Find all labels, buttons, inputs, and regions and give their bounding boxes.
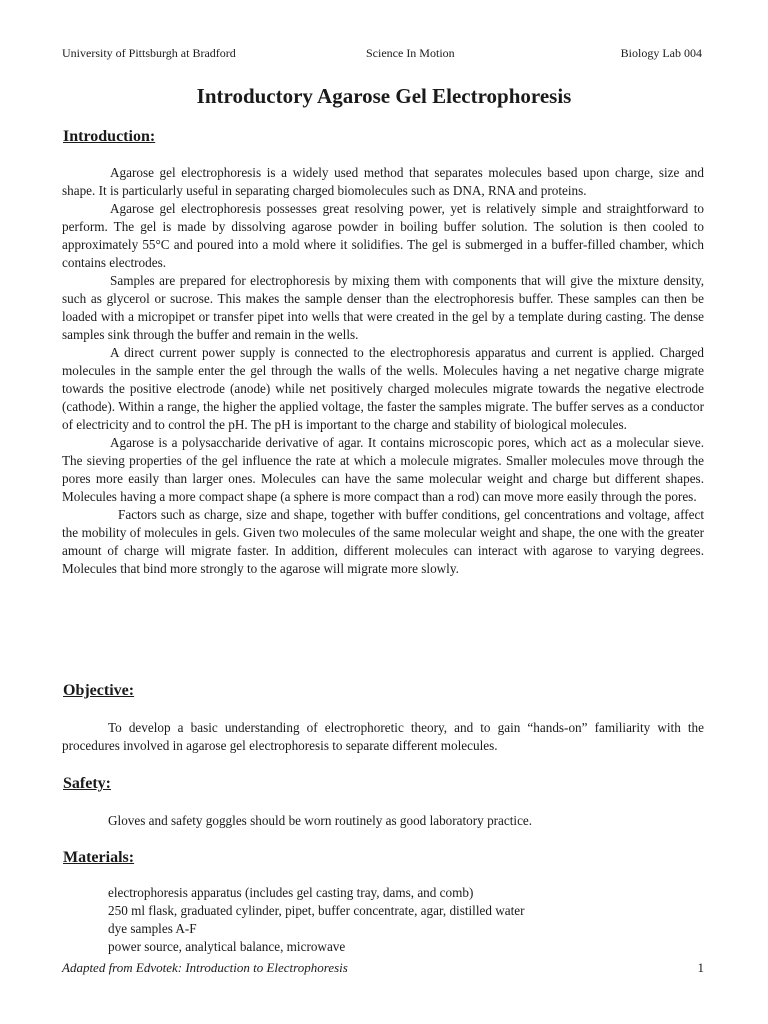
objective-text: To develop a basic understanding of electrophoretic theory, and to gain “hands-on” familiarity with the procedures involved in agarose gel electrophoresis to separate different molecules. <box>62 720 704 753</box>
introduction-paragraph: Factors such as charge, size and shape, together with buffer conditions, gel concentrations and voltage, affect the mobility of molecules in gels. Given two molecules of the same molecular weight and shape, the one with the greater amount of charge will migrate faster. In addition, different molecules can interact with agarose to varying degrees. Molecules that bind more strongly to the agarose will migrate more slowly. <box>62 507 704 576</box>
document-title: Introductory Agarose Gel Electrophoresis <box>196 84 572 108</box>
introduction-heading: Introduction: <box>63 128 156 145</box>
header-institution: University of Pittsburgh at Bradford <box>62 46 236 60</box>
objective-heading: Objective: <box>63 682 135 699</box>
safety-text: Gloves and safety goggles should be worn routinely as good laboratory practice. <box>108 813 533 828</box>
introduction-paragraph: A direct current power supply is connected to the electrophoresis apparatus and current is applied. Charged molecules in the sample enter the gel through the walls of the wells. Molecules having a net negative charge migrate towards the positive electrode (anode) while net positively charged molecules migrate towards the negative electrode (cathode). Within a range, the higher the applied voltage, the faster the samples migrate. The buffer serves as a conductor of electricity and to control the pH. The pH is important to the charge and stability of biological molecules. <box>62 345 704 432</box>
materials-item: electrophoresis apparatus (includes gel casting tray, dams, and comb) <box>108 885 474 900</box>
safety-heading: Safety: <box>63 775 111 792</box>
materials-item: 250 ml flask, graduated cylinder, pipet, buffer concentrate, agar, distilled water <box>108 903 525 918</box>
introduction-paragraph: Agarose is a polysaccharide derivative of agar. It contains microscopic pores, which act as a molecular sieve. The sieving properties of the gel influence the rate at which a molecule migrates. Smaller molecules move through the pores more easily than larger ones. Molecules can have the same molecular weight and charge but different shapes. Molecules having a more compact shape (a sphere is more compact than a rod) can move more easily through the pores. <box>62 435 704 504</box>
materials-item: dye samples A-F <box>108 921 197 936</box>
page-number: 1 <box>697 960 704 975</box>
materials-heading: Materials: <box>63 849 135 866</box>
introduction-paragraph: Agarose gel electrophoresis is a widely used method that separates molecules based upon charge, size and shape. It is particularly useful in separating charged biomolecules such as DNA, RNA and proteins. <box>62 165 704 198</box>
footer-attribution: Adapted from Edvotek: Introduction to Electrophoresis <box>62 960 348 975</box>
header-program: Science In Motion <box>366 46 455 60</box>
introduction-paragraph: Agarose gel electrophoresis possesses great resolving power, yet is relatively simple and straightforward to perform. The gel is made by dissolving agarose powder in boiling buffer solution. The solution is then cooled to approximately 55°C and poured into a mold where it solidifies. The gel is submerged in a buffer-filled chamber, which contains electrodes. <box>62 201 704 270</box>
materials-item: power source, analytical balance, microwave <box>108 939 346 954</box>
materials-list <box>108 884 704 956</box>
introduction-body <box>62 164 704 578</box>
running-header <box>62 46 702 62</box>
introduction-paragraph: Samples are prepared for electrophoresis by mixing them with components that will give the mixture density, such as glycerol or sucrose. This makes the sample denser than the electrophoresis buffer. These samples can then be loaded with a micropipet or transfer pipet into wells that were created in the gel by a template during casting. The dense samples sink through the buffer and remain in the wells. <box>62 273 704 342</box>
header-lab-number: Biology Lab 004 <box>620 46 702 60</box>
